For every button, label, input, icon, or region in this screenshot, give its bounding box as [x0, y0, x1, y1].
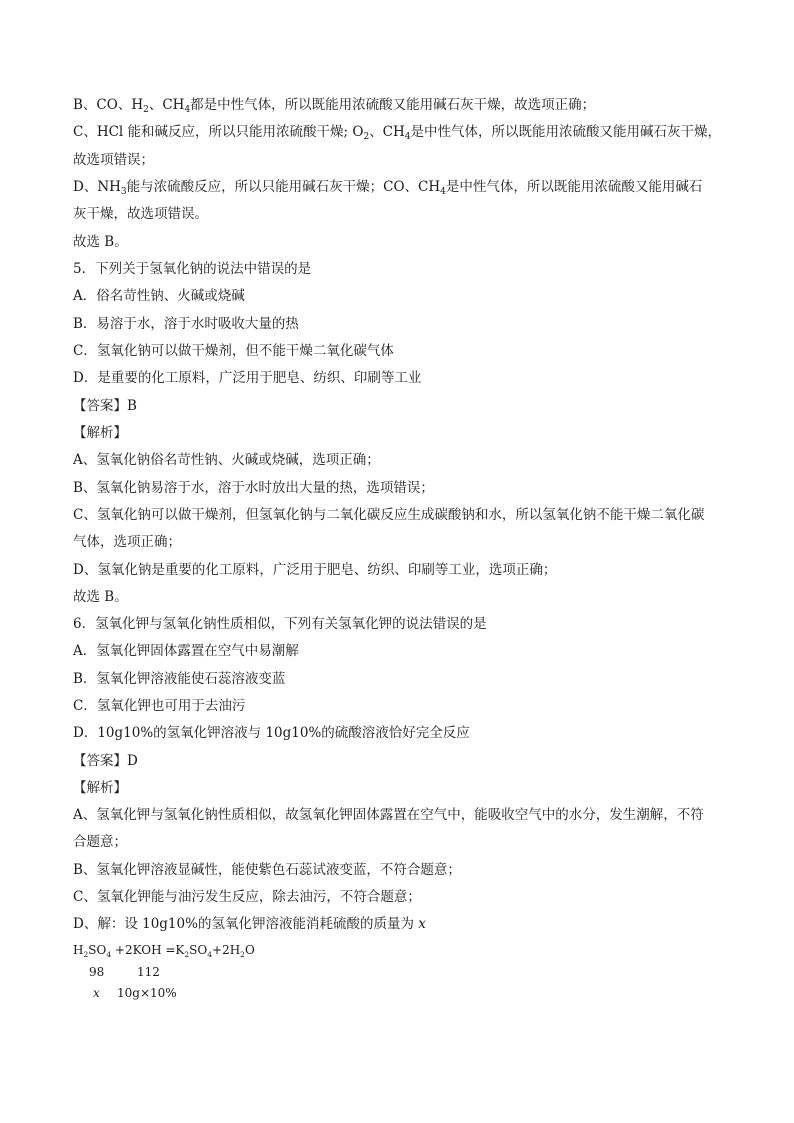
option-line: [73, 342, 394, 360]
text-line: [73, 178, 702, 196]
question-stem: [73, 260, 311, 278]
text-run: B．易溶于水，溶于水时吸收大量的热: [73, 316, 299, 332]
text-run: +2H: [212, 943, 241, 957]
equation-line: [73, 942, 255, 958]
text-run: C、HCl 能和碱反应，所以只能用浓硫酸干燥; O: [73, 124, 364, 140]
text-line: [73, 915, 426, 933]
text-run: 合题意；: [73, 834, 127, 850]
subscript: 2: [184, 950, 190, 959]
known-mass-koh: 10g×10%: [117, 986, 177, 1000]
option-line: [73, 315, 299, 333]
text-line: [73, 861, 461, 879]
text-run: A、氢氧化钠俗名苛性钠、火碱或烧碱，选项正确；: [73, 452, 380, 468]
text-run: 【解析】: [73, 425, 127, 441]
text-line: [73, 833, 127, 851]
text-run: 【解析】: [73, 780, 127, 796]
text-run: 气体，选项正确；: [73, 534, 181, 550]
text-line: [73, 123, 721, 141]
text-run: B、CO、H: [73, 97, 144, 113]
subscript: 3: [120, 187, 127, 197]
molar-mass-koh: 112: [137, 965, 160, 979]
text-run: 、CH: [369, 124, 405, 140]
analysis-heading: [73, 779, 127, 797]
text-run: A、氢氧化钾与氢氧化钠性质相似，故氢氧化钾固体露置在空气中，能吸收空气中的水分，发生潮解，不符: [73, 807, 704, 823]
text-run: 、CH: [148, 97, 185, 113]
subscript: 4: [184, 105, 191, 115]
text-run: D．10g10%的氢氧化钾溶液与 10g10%的硫酸溶液恰好完全反应: [73, 725, 470, 741]
text-line: [73, 479, 434, 497]
text-run: A．氢氧化钾固体露置在空气中易潮解: [73, 643, 299, 659]
text-run: SO: [189, 943, 208, 957]
text-run: 灰干燥，故选项错误。: [73, 206, 208, 222]
text-run: C．氢氧化钾也可用于去油污: [73, 698, 246, 714]
analysis-heading: [73, 424, 127, 442]
answer-line: [73, 397, 137, 415]
text-line: [73, 533, 181, 551]
answer-line: [73, 752, 138, 770]
variable: x: [418, 916, 426, 932]
text-line: [73, 96, 595, 114]
text-run: 【答案】D: [73, 753, 138, 769]
unknown-mass-x: x: [93, 986, 100, 1000]
option-line: [73, 724, 470, 742]
text-run: 故选项错误；: [73, 152, 154, 168]
text-run: B、氢氧化钾溶液显碱性，能使紫色石蕊试液变蓝，不符合题意；: [73, 862, 461, 878]
subscript: 4: [404, 132, 411, 142]
text-run: C．氢氧化钠可以做干燥剂，但不能干燥二氧化碳气体: [73, 343, 394, 359]
text-run: O: [244, 943, 255, 957]
question-stem: [73, 615, 487, 633]
text-run: B、氢氧化钠易溶于水，溶于水时放出大量的热，选项错误；: [73, 480, 434, 496]
option-line: [73, 287, 245, 305]
option-line: [73, 369, 421, 387]
text-run: 5．下列关于氢氧化钠的说法中错误的是: [73, 261, 312, 277]
text-run: D、NH: [73, 179, 121, 195]
text-run: 都是中性气体，所以既能用浓硫酸又能用碱石灰干燥，故选项正确；: [190, 97, 596, 113]
text-line: [73, 205, 208, 223]
text-run: 6．氢氧化钾与氢氧化钠性质相似，下列有关氢氧化钾的说法错误的是: [73, 616, 487, 632]
text-run: C、氢氧化钾能与油污发生反应，除去油污，不符合题意；: [73, 889, 421, 905]
text-run: 能与浓硫酸反应，所以只能用碱石灰干燥；CO、CH: [126, 179, 441, 195]
text-line: [73, 888, 421, 906]
text-line: [73, 806, 704, 824]
text-run: 【答案】B: [73, 398, 137, 414]
text-line: [73, 588, 128, 606]
subscript: 4: [440, 187, 446, 197]
text-line: [73, 233, 128, 251]
text-run: D、氢氧化钠是重要的化工原料，广泛用于肥皂、纺织、印刷等工业，选项正确；: [73, 562, 557, 578]
subscript: 4: [207, 950, 213, 959]
text-run: 故选 B。: [73, 589, 128, 605]
option-line: [73, 670, 285, 688]
subscript: 2: [240, 950, 245, 959]
text-run: H: [73, 943, 84, 957]
text-line: [73, 506, 704, 524]
text-line: [73, 151, 154, 169]
text-run: 是中性气体，所以既能用浓硫酸又能用碱石灰干燥，: [410, 124, 722, 140]
molar-mass-h2so4: 98: [89, 965, 105, 979]
text-run: C、氢氧化钠可以做干燥剂，但氢氧化钠与二氧化碳反应生成碳酸钠和水，所以氢氧化钠不能干燥二氧化碳: [73, 507, 705, 523]
text-run: D、解：设 10g10%的氢氧化钾溶液能消耗硫酸的质量为: [73, 916, 419, 932]
text-run: SO: [88, 943, 107, 957]
text-run: D．是重要的化工原料，广泛用于肥皂、纺织、印刷等工业: [73, 370, 422, 386]
subscript: 2: [363, 132, 370, 142]
text-run: B．氢氧化钾溶液能使石蕊溶液变蓝: [73, 671, 286, 687]
text-line: [73, 561, 556, 579]
subscript: 2: [143, 105, 149, 115]
text-run: A．俗名苛性钠、火碱或烧碱: [73, 288, 245, 304]
subscript: 4: [106, 950, 112, 959]
option-line: [73, 697, 245, 715]
text-line: [73, 451, 380, 469]
text-run: 是中性气体，所以既能用浓硫酸又能用碱石: [445, 179, 703, 195]
option-line: [73, 642, 299, 660]
text-run: 故选 B。: [73, 234, 128, 250]
subscript: 2: [83, 950, 89, 959]
text-run: +2KOH =K: [111, 943, 185, 957]
